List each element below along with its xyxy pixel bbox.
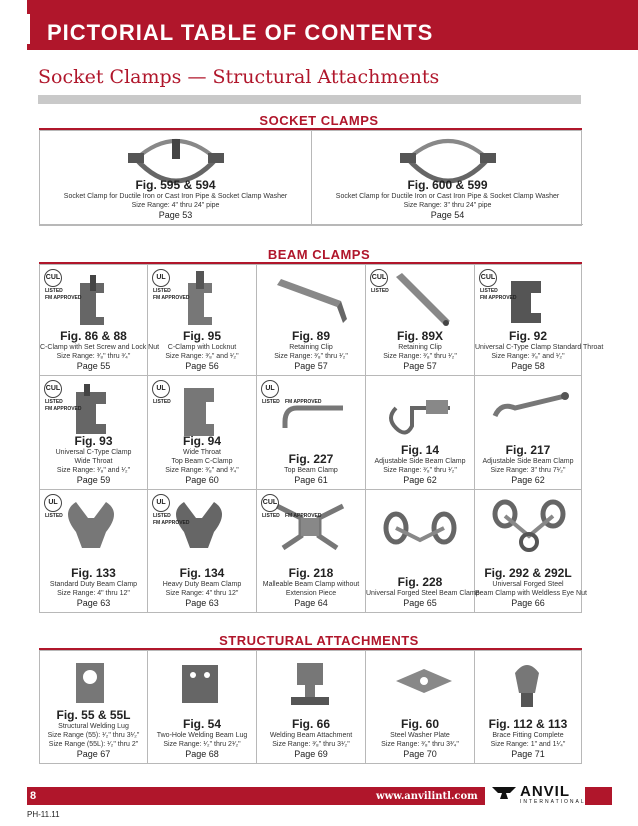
product-caption xyxy=(40,566,147,609)
ul-listed-label: LISTED xyxy=(262,399,280,405)
size-range: Size Range: ³⁄₈" thru ¹⁄₂" xyxy=(383,467,457,474)
product-description: C-Clamp with Locknut xyxy=(167,344,237,351)
product-cell[interactable] xyxy=(257,490,366,612)
page-reference[interactable]: Page 65 xyxy=(403,598,437,608)
product-caption xyxy=(475,329,604,372)
socket-clamps-heading: SOCKET CLAMPS xyxy=(259,113,379,128)
size-range: Size Range: ³⁄₈" and ³⁄₄" xyxy=(165,467,239,474)
ul-listed-label: LISTED xyxy=(45,513,63,519)
page-reference[interactable]: Page 68 xyxy=(185,749,219,759)
size-range: Size Range: 3" thru 24" pipe xyxy=(403,202,492,209)
product-caption xyxy=(312,178,583,221)
product-caption xyxy=(148,566,256,609)
product-caption xyxy=(475,566,587,609)
figure-number: Fig. 217 xyxy=(505,443,551,457)
product-description: Universal C-Type Clamp xyxy=(55,449,132,456)
size-range: Size Range: 1" and 1¹⁄₄" xyxy=(490,741,566,748)
size-range: Size Range: 4" thru 12" xyxy=(57,590,130,597)
product-description: Steel Washer Plate xyxy=(390,732,450,739)
beam-clamp-icon xyxy=(475,378,581,442)
product-caption xyxy=(475,717,581,760)
figure-number: Fig. 134 xyxy=(179,566,225,580)
product-description: Welding Beam Attachment xyxy=(269,732,353,739)
structural-attachment-icon xyxy=(475,653,581,717)
fm-approved-icon: FM APPROVED xyxy=(45,295,82,301)
product-caption xyxy=(257,452,365,486)
ul-listed-label: LISTED xyxy=(153,288,171,294)
product-description: Wide Throat xyxy=(74,458,113,465)
page-reference[interactable]: Page 60 xyxy=(185,475,219,485)
page-reference[interactable]: Page 69 xyxy=(294,749,328,759)
page-reference[interactable]: Page 62 xyxy=(511,475,545,485)
product-cell[interactable] xyxy=(257,265,366,376)
product-description: Beam Clamp with Weldless Eye Nut xyxy=(475,590,587,597)
product-caption xyxy=(257,329,365,372)
banner-stripe xyxy=(27,14,37,44)
page-reference[interactable]: Page 57 xyxy=(294,361,328,371)
ul-listed-label: LISTED xyxy=(153,513,171,519)
ul-listed-icon: CUL xyxy=(44,380,62,398)
page-reference[interactable]: Page 55 xyxy=(76,361,111,371)
structural-attachment-icon xyxy=(366,653,475,717)
product-caption xyxy=(366,443,474,486)
figure-number: Fig. 54 xyxy=(182,717,221,731)
page-reference[interactable]: Page 54 xyxy=(430,210,465,220)
page-reference[interactable]: Page 59 xyxy=(76,475,111,485)
product-description: Wide Throat xyxy=(183,449,221,456)
size-range: Size Range: ³⁄₈" and ¹⁄₂" xyxy=(56,467,131,474)
size-range: Size Range: ³⁄₈" and ¹⁄₂" xyxy=(165,353,239,360)
size-range: Size Range: 3" thru 7¹⁄₂" xyxy=(490,467,566,474)
figure-number: Fig. 86 & 88 xyxy=(60,329,127,343)
figure-number: Fig. 92 xyxy=(508,329,547,343)
product-cell[interactable] xyxy=(475,490,587,612)
page-reference[interactable]: Page 66 xyxy=(511,598,545,608)
page-reference[interactable]: Page 53 xyxy=(158,210,193,220)
product-cell[interactable] xyxy=(366,265,475,376)
product-cell[interactable] xyxy=(366,651,475,763)
figure-number: Fig. 95 xyxy=(182,329,221,343)
product-description: Extension Piece xyxy=(285,590,337,597)
product-cell[interactable] xyxy=(257,376,366,490)
ul-listed-icon: UL xyxy=(152,494,170,512)
figure-number: Fig. 94 xyxy=(182,434,221,448)
page-reference[interactable]: Page 56 xyxy=(185,361,219,371)
product-description: Two-Hole Welding Beam Lug xyxy=(156,732,248,739)
product-description: Top Beam C-Clamp xyxy=(171,458,233,465)
product-description: Socket Clamp for Ductile Iron or Cast Iron Pipe & Socket Clamp Washer xyxy=(335,193,560,200)
document-code: PH-11.11 xyxy=(27,810,60,819)
size-range: Size Range: ¹⁄₂" thru 2¹⁄₂" xyxy=(163,741,241,748)
product-caption xyxy=(366,717,474,760)
ul-listed-icon: CUL xyxy=(261,494,279,512)
size-range: Size Range: 4" thru 24" pipe xyxy=(131,202,220,209)
figure-number: Fig. 133 xyxy=(71,566,116,580)
size-range: Size Range: ³⁄₈" thru ¹⁄₂" xyxy=(274,353,348,360)
product-cell[interactable] xyxy=(148,265,257,376)
product-description: Retaining Clip xyxy=(289,344,333,351)
product-description: Heavy Duty Beam Clamp xyxy=(162,581,242,588)
size-range: Size Range (55): ¹⁄₂" thru 3¹⁄₂" xyxy=(47,732,140,739)
socket-clamps-grid xyxy=(39,130,582,226)
product-description: Universal Forged Steel Beam Clamp xyxy=(366,590,480,597)
product-caption xyxy=(257,717,365,760)
structural-attachments-heading: STRUCTURAL ATTACHMENTS xyxy=(219,633,419,648)
product-description: Retaining Clip xyxy=(398,344,442,351)
ul-listed-label: LISTED xyxy=(262,513,280,519)
ul-listed-icon: UL xyxy=(44,494,62,512)
product-cell[interactable] xyxy=(366,490,480,612)
product-caption xyxy=(148,329,256,372)
anvil-logo-icon xyxy=(490,784,518,802)
product-cell[interactable] xyxy=(475,651,581,763)
product-cell[interactable] xyxy=(40,265,160,376)
size-range: Size Range: ³⁄₈" thru 3³⁄₄" xyxy=(381,741,459,748)
ul-listed-label: LISTED xyxy=(480,288,498,294)
fm-approved-icon: FM APPROVED xyxy=(153,520,190,526)
product-description: C-Clamp with Set Screw and Lock Nut xyxy=(40,344,160,351)
page-reference[interactable]: Page 63 xyxy=(76,598,111,608)
fm-approved-icon: FM APPROVED xyxy=(285,399,322,405)
figure-number: Fig. 93 xyxy=(74,434,113,448)
divider-bar xyxy=(38,95,581,104)
website-link[interactable]: www.anvilintl.com xyxy=(376,791,478,802)
beam-clamps-heading: BEAM CLAMPS xyxy=(267,247,371,262)
page-reference[interactable]: Page 67 xyxy=(76,749,111,759)
size-range: Size Range (55L): ¹⁄₂" thru 2" xyxy=(48,741,139,748)
beam-clamp-icon xyxy=(366,492,475,556)
product-cell[interactable] xyxy=(148,376,257,490)
ul-listed-icon: UL xyxy=(261,380,279,398)
figure-number: Fig. 60 xyxy=(400,717,439,731)
ul-listed-label: LISTED xyxy=(45,399,63,405)
product-caption xyxy=(40,434,147,486)
figure-number: Fig. 55 & 55L xyxy=(56,708,131,722)
ul-listed-icon: UL xyxy=(152,380,170,398)
ul-listed-icon: UL xyxy=(152,269,170,287)
figure-number: Fig. 595 & 594 xyxy=(135,178,216,192)
figure-number: Fig. 292 & 292L xyxy=(484,566,572,580)
product-caption xyxy=(148,434,256,486)
product-caption xyxy=(366,575,480,609)
product-description: Universal Forged Steel xyxy=(492,581,564,588)
size-range: Size Range: ³⁄₈" thru ³⁄₄" xyxy=(56,353,131,360)
product-description: Socket Clamp for Ductile Iron or Cast Iron Pipe & Socket Clamp Washer xyxy=(63,193,288,200)
product-caption xyxy=(475,443,581,486)
product-cell[interactable] xyxy=(475,265,604,376)
ul-listed-icon: CUL xyxy=(44,269,62,287)
figure-number: Fig. 227 xyxy=(288,452,334,466)
product-caption xyxy=(148,717,256,760)
ul-listed-label: LISTED xyxy=(153,399,171,405)
page-reference[interactable]: Page 63 xyxy=(185,598,219,608)
figure-number: Fig. 89 xyxy=(291,329,330,343)
product-description: Structural Welding Lug xyxy=(58,723,129,730)
section-subtitle: Socket Clamps — Structural Attachments xyxy=(38,66,440,88)
page-title: PICTORIAL TABLE OF CONTENTS xyxy=(47,20,434,45)
ul-listed-icon: CUL xyxy=(479,269,497,287)
product-description: Standard Duty Beam Clamp xyxy=(49,581,138,588)
beam-clamp-icon xyxy=(257,267,366,331)
product-cell[interactable] xyxy=(312,131,583,225)
product-cell[interactable] xyxy=(40,490,148,612)
product-description: Brace Fitting Complete xyxy=(492,732,564,739)
page-reference[interactable]: Page 61 xyxy=(294,475,328,485)
product-caption xyxy=(366,329,474,372)
figure-number: Fig. 89X xyxy=(396,329,443,343)
page-reference[interactable]: Page 70 xyxy=(403,749,437,759)
product-cell[interactable] xyxy=(40,651,148,763)
product-description: Top Beam Clamp xyxy=(284,467,338,474)
product-cell[interactable] xyxy=(257,651,366,763)
product-description: Malleable Beam Clamp without xyxy=(262,581,360,588)
product-cell[interactable] xyxy=(40,131,312,225)
product-caption xyxy=(40,329,160,372)
ul-listed-icon: CUL xyxy=(370,269,388,287)
product-cell[interactable] xyxy=(40,376,148,490)
size-range: Size Range: ³⁄₈" thru 3¹⁄₂" xyxy=(272,741,350,748)
fm-approved-icon: FM APPROVED xyxy=(45,406,82,412)
size-range: Size Range: ³⁄₈" and ¹⁄₂" xyxy=(491,353,565,360)
anvil-logo-subtitle: INTERNATIONAL xyxy=(520,799,586,805)
product-description: Adjustable Side Beam Clamp xyxy=(482,458,574,465)
product-cell[interactable] xyxy=(475,376,581,490)
page-number: 8 xyxy=(30,790,37,802)
product-cell[interactable] xyxy=(148,490,257,612)
ul-listed-label: LISTED xyxy=(371,288,389,294)
product-caption xyxy=(40,708,147,760)
product-cell[interactable] xyxy=(148,651,257,763)
page-reference[interactable]: Page 57 xyxy=(403,361,437,371)
anvil-logo: ANVIL xyxy=(520,783,570,800)
figure-number: Fig. 112 & 113 xyxy=(488,717,568,731)
structural-attachments-grid xyxy=(39,650,582,764)
figure-number: Fig. 66 xyxy=(291,717,330,731)
product-description: Universal C-Type Clamp Standard Throat xyxy=(475,344,604,351)
beam-clamps-grid xyxy=(39,264,604,613)
page-reference[interactable]: Page 64 xyxy=(294,598,328,608)
page-reference[interactable]: Page 62 xyxy=(403,475,437,485)
structural-attachment-icon xyxy=(148,653,257,717)
figure-number: Fig. 228 xyxy=(397,575,443,589)
ul-listed-label: LISTED xyxy=(45,288,63,294)
fm-approved-icon: FM APPROVED xyxy=(480,295,517,301)
page-reference[interactable]: Page 58 xyxy=(511,361,545,371)
figure-number: Fig. 14 xyxy=(400,443,439,457)
product-caption xyxy=(257,566,365,609)
size-range: Size Range: ³⁄₈" thru ¹⁄₂" xyxy=(383,353,457,360)
fm-approved-icon: FM APPROVED xyxy=(153,295,190,301)
page-reference[interactable]: Page 71 xyxy=(511,749,545,759)
figure-number: Fig. 218 xyxy=(288,566,334,580)
size-range: Size Range: 4" thru 12" xyxy=(165,590,239,597)
beam-clamp-icon xyxy=(475,492,581,556)
figure-number: Fig. 600 & 599 xyxy=(407,178,488,192)
fm-approved-icon: FM APPROVED xyxy=(285,513,322,519)
beam-clamp-icon xyxy=(366,378,475,442)
product-description: Adjustable Side Beam Clamp xyxy=(374,458,466,465)
product-caption xyxy=(40,178,311,221)
structural-attachment-icon xyxy=(257,653,366,717)
product-cell[interactable] xyxy=(366,376,475,490)
